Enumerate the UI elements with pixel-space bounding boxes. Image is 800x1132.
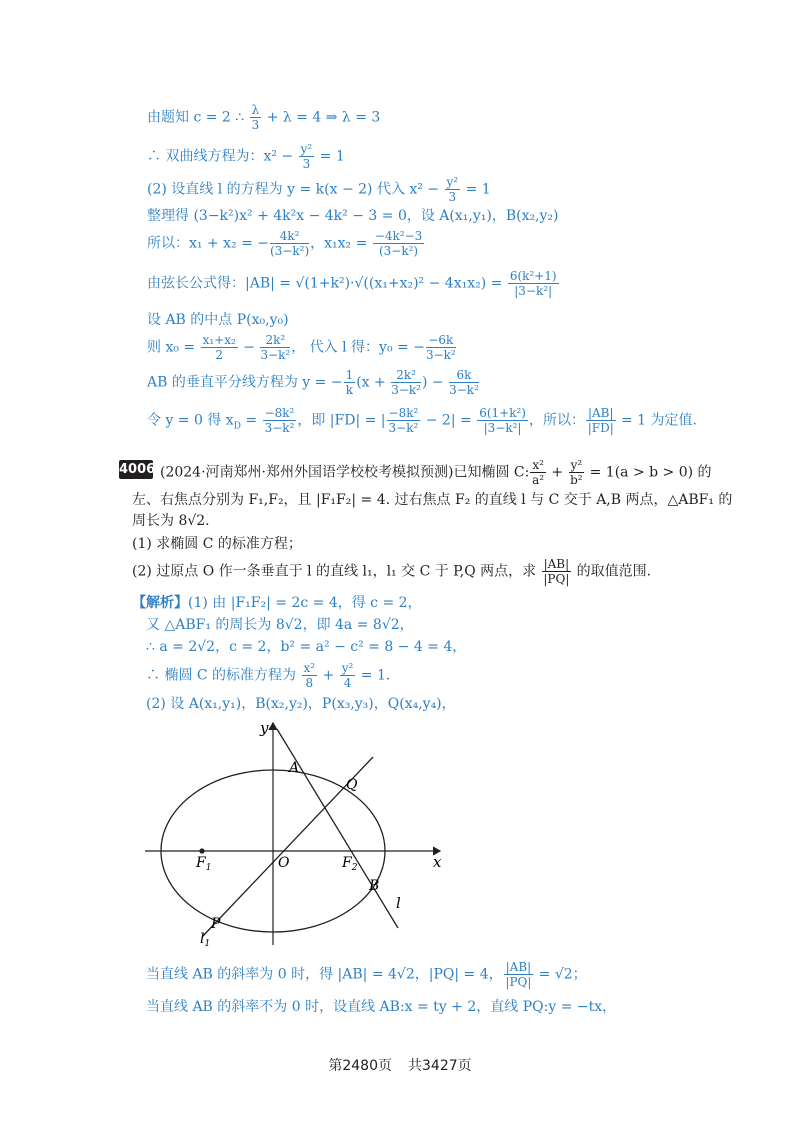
label-l: l	[396, 894, 401, 912]
answer-line-5: (2) 设 A(x₁,y₁)，B(x₂,y₂)，P(x₃,y₃)，Q(x₄,y₄)，	[146, 696, 456, 712]
question-part-1: (1) 求椭圆 C 的标准方程；	[132, 536, 302, 552]
question-line-2: 左、右焦点分别为 F₁,F₂，且 |F₁F₂| = 4. 过右焦点 F₂ 的直线 l 与 C 交于 A,B 两点，△ABF₁ 的	[132, 492, 733, 508]
line-l	[277, 729, 398, 928]
question-part-2: (2) 过原点 O 作一条垂直于 l 的直线 l₁，l₁ 交 C 于 P,Q 两点，求 $\frac{|AB|}{|PQ|}$ 的取值范围.	[132, 557, 652, 586]
label-q: Q	[346, 777, 358, 793]
question-line-1: (2024·河南郑州·郑州外国语学校校考模拟预测)已知椭圆 C: $\frac{\text{x²}}{\text{a²}}$ + $\frac{\text{y²}}{\text{b²}}$ = 1(a > b > 0) 的	[160, 458, 712, 487]
solution-line-4: 整理得 (3−k²)x² + 4k²x − 4k² − 3 = 0，设 A(x₁,y₁)，B(x₂,y₂)	[147, 208, 559, 224]
label-f1: $F_1$	[196, 855, 212, 873]
solution-line-1: 由题知 c = 2 ∴ $\frac{\lambda}{3}$ + λ = 4 ⇒ λ = 3	[147, 103, 381, 132]
answer-line-3: ∴ a = 2√2，c = 2，b² = a² − c² = 8 − 4 = 4，	[146, 639, 467, 655]
solution-line-3: (2) 设直线 l 的方程为 y = k(x − 2) 代入 x² − $\frac{\text{y²}}{3}$ = 1	[147, 175, 491, 204]
solution-line-2: ∴ 双曲线方程为：x² − $\frac{\text{y²}}{3}$ = 1	[147, 142, 345, 171]
label-y: y	[260, 719, 269, 737]
answer-line-6: 当直线 AB 的斜率为 0 时，得 |AB| = 4√2，|PQ| = 4， $\frac{|AB|}{|PQ|}$ = √2；	[146, 960, 587, 989]
label-o: O	[278, 855, 290, 871]
ellipse-diagram	[140, 715, 460, 955]
label-b: B	[369, 878, 380, 894]
answer-line-4: ∴ 椭圆 C 的标准方程为 $\frac{\text{x²}}{8}$ + $\frac{\text{y²}}{4}$ = 1.	[146, 661, 391, 690]
label-f2: $F_2$	[342, 855, 358, 873]
total-pages: 共3427页	[408, 1058, 472, 1074]
solution-line-5: 所以：x₁ + x₂ = − $\frac{\text{4k²}}{\text{(3−k²)}}$ ，x₁x₂ = $\frac{\text{−4k²−3}}{\text{(3−k²)}}$	[147, 229, 423, 258]
page-footer	[0, 1055, 800, 1075]
answer-line-7: 当直线 AB 的斜率不为 0 时，设直线 AB:x = ty + 2，直线 PQ:y = −tx，	[146, 999, 617, 1015]
answer-line-1: 【解析】(1) 由 |F₁F₂| = 2c = 4，得 c = 2，	[132, 595, 422, 611]
answer-line-2: 又 △ABF₁ 的周长为 8√2，即 4a = 8√2，	[146, 617, 414, 633]
label-x: x	[433, 853, 442, 871]
solution-line-8: 则 x₀ = $\frac{\text{x₁+x₂}}{2}$ − $\frac{\text{2k²}}{\text{3−k²}}$ ， 代入 l 得：y₀ = − $\frac{-6k}{\text{3−k²}}$	[147, 333, 456, 362]
page-number: 第2480页	[328, 1058, 392, 1074]
focus-f1	[199, 848, 204, 853]
solution-line-7: 设 AB 的中点 P(x₀,y₀)	[147, 312, 289, 328]
label-a: A	[289, 760, 300, 776]
solution-line-9: AB 的垂直平分线方程为 y = − $\frac{1}{k}$ (x + $\frac{\text{2k²}}{\text{3−k²}}$ ) − $\frac{6k}{\text{3−k²}}$	[147, 368, 479, 397]
label-p: P	[211, 916, 221, 932]
label-l1: $l_1$	[200, 931, 211, 949]
question-number-badge: 4006	[119, 462, 156, 477]
solution-line-6: 由弦长公式得：|AB| = √(1+k²)·√((x₁+x₂)² − 4x₁x₂) = $\frac{\text{6(k²+1)}}{\text{|3−k²|}}$	[147, 269, 557, 298]
question-line-3: 周长为 8√2.	[132, 513, 210, 529]
solution-line-10: 令 y = 0 得 $x_D$ = $\frac{\text{−8k²}}{\text{3−k²}}$ ，即 |FD| = | $\frac{\text{−8k²}}{\text{3−k²}}$ − 2| = $\frac{\text{6(1+k²)}}{\text{|3−k²|}}$ ，所以： $\frac{|AB|}{|FD|}$ = 1 为定值.	[147, 406, 697, 435]
